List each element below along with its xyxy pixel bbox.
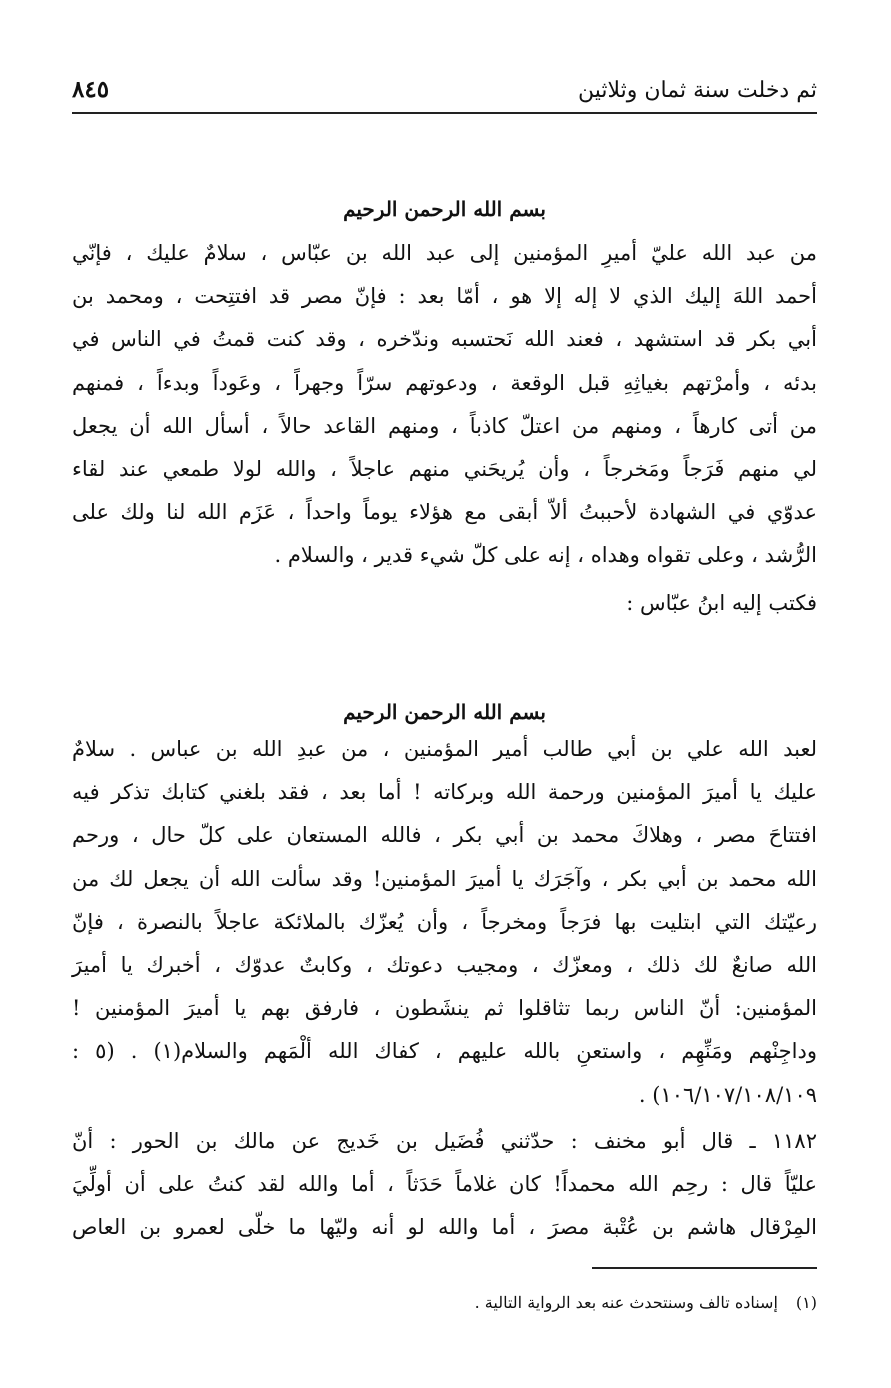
text-line: رعيّتك التي ابتليت بها فرَجاً ومخرجاً ، وأن يُعزّك بالملائكة عاجلاً بالنصرة ، فإنّ [72, 909, 817, 934]
text-line: ١٠٦/١٠٧/١٠٨/١٠٩) . [638, 1082, 817, 1107]
letter-from-ali [72, 232, 817, 578]
narration-1182 [72, 1120, 817, 1250]
text-line: عدوّي في الشهادة لأحببتُ ألاّ أبقى مع هؤلاء يوماً واحداً ، عَزَم الله لنا ولك على [72, 500, 817, 525]
running-title: ثم دخلت سنة ثمان وثلاثين [578, 78, 817, 103]
footnote-number: (١) [795, 1293, 817, 1312]
text-line: الله محمد بن أبي بكر ، وآجَرَك يا أميرَ المؤمنين! وقد سألت الله أن يجعل لك من [72, 866, 817, 891]
page-number: ٨٤٥ [72, 76, 110, 103]
text-line: وداجِنْهم ومَنِّهِم ، واستعنِ بالله عليهم ، كفاك الله ألْمَهم والسلام(١) . (٥ : [72, 1039, 817, 1064]
text-line: لي منهم فَرَجاً ومَخرجاً ، وأن يُريحَني منهم عاجلاً ، والله لولا طمعي عند لقاء [72, 456, 817, 481]
text-line: عليك يا أميرَ المؤمنين ورحمة الله وبركاته ! أما بعد ، فقد بلغني كتابك تذكر فيه [72, 780, 817, 805]
text-line: لعبد الله علي بن أبي طالب أمير المؤمنين ، من عبدِ الله بن عباس . سلامٌ [72, 737, 817, 761]
text-line: من أتى كارهاً ، ومنهم من اعتلّ كاذباً ، ومنهم القاعد حالاً ، أسأل الله أن يجعل [72, 413, 817, 438]
text-line: ١١٨٢ ـ قال أبو مخنف : حدّثني فُضَيل بن خَديج عن مالك بن الحور : أنّ [72, 1129, 817, 1153]
text-line: فكتب إليه ابنُ عبّاس : [626, 591, 817, 615]
transition-line [72, 582, 817, 625]
text-line: افتتاحَ مصر ، وهلاكَ محمد بن أبي بكر ، فالله المستعان على كلّ حال ، ورحم [72, 823, 817, 848]
running-header [72, 72, 817, 112]
footnote-text: إسناده تالف وسنتحدث عنه بعد الرواية التالية . [474, 1293, 778, 1312]
text-line: المِرْقال هاشم بن عُتْبة مصرَ ، أما والله لو أنه وليّها ما خلّى لعمرو بن العاص [72, 1215, 817, 1240]
text-line: الرُّشد ، وعلى تقواه وهداه ، إنه على كلّ شيء قدير ، والسلام . [274, 543, 817, 568]
text-line: أحمد اللهَ إليك الذي لا إله إلا هو ، أمّا بعد : فإنّ مصر قد افتتِحت ، ومحمد بن [72, 284, 817, 309]
letter-from-ibn-abbas [72, 728, 817, 1117]
footnote [475, 1293, 817, 1312]
text-line: أبي بكر قد استشهد ، فعند الله نَحتسبه وندّخره ، وقد كنت قمتُ في الناس في [72, 327, 817, 352]
basmala-heading-1: بسم الله الرحمن الرحيم [343, 197, 546, 221]
text-line: من عبد الله عليّ أميرِ المؤمنين إلى عبد الله بن عبّاس ، سلامٌ عليك ، فإنّي [72, 241, 817, 265]
text-line: عليّاً قال : رحِم الله محمداً! كان غلاماً حَدَثاً ، أما والله لقد كنتُ على أن أولِّيَ [72, 1172, 817, 1197]
footnote-divider [592, 1267, 817, 1269]
text-line: الله صانعٌ لك ذلك ، ومعزّك ، ومجيب دعوتك ، وكابتٌ عدوّك ، أخبرك يا أميرَ [72, 952, 817, 977]
header-divider [72, 112, 817, 114]
text-line: بدئه ، وأمرْتهم بغياثِهِ قبل الوقعة ، ودعوتهم سرّاً وجهراً ، وعَوداً وبدءاً ، فمنهم [72, 370, 817, 395]
basmala-heading-2: بسم الله الرحمن الرحيم [343, 700, 546, 724]
text-line: المؤمنين: أنّ الناس ربما تثاقلوا ثم ينشَطون ، فارفق بهم يا أميرَ المؤمنين ! [72, 996, 817, 1021]
